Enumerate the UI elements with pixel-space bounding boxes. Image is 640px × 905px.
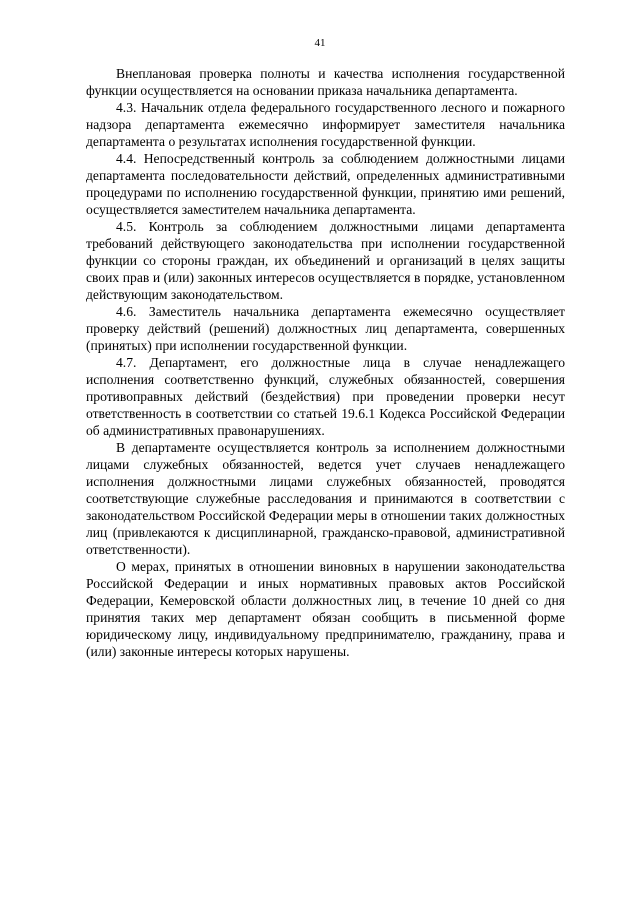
paragraph-4-3: 4.3. Начальник отдела федерального государственного лесного и пожарного надзора департамента ежемесячно информирует заместителя начальника департамента о результатах исполнения государственной функции.	[86, 100, 565, 149]
paragraph-unscheduled-check: Внеплановая проверка полноты и качества исполнения государственной функции осуществляется на основании приказа начальника департамента.	[86, 66, 565, 98]
paragraph-4-4: 4.4. Непосредственный контроль за соблюдением должностными лицами департамента последовательности действий, определенных административными процедурами по исполнению государственной функции, принятию ими решений, осуществляется заместителем начальника департамента.	[86, 151, 565, 217]
paragraph-measures-notice: О мерах, принятых в отношении виновных в нарушении законодательства Российской Федерации и иных нормативных правовых актов Российской Федерации, Кемеровской области должностных лиц, в течение 10 дней со дня принятия таких мер департамент обязан сообщить в письменной форме юридическому лицу, индивидуальному предпринимателю, гражданину, права и (или) законные интересы которых нарушены.	[86, 559, 565, 659]
document-body	[86, 65, 565, 660]
paragraph-4-5: 4.5. Контроль за соблюдением должностными лицами департамента требований действующего законодательства при исполнении государственной функции со стороны граждан, их объединений и организаций в целях защиты своих прав и (или) законных интересов осуществляется в порядке, установленном действующим законодательством.	[86, 219, 565, 302]
paragraph-4-6: 4.6. Заместитель начальника департамента ежемесячно осуществляет проверку действий (решений) должностных лиц департамента, совершенных (принятых) при исполнении государственной функции.	[86, 304, 565, 353]
paragraph-4-7: 4.7. Департамент, его должностные лица в случае ненадлежащего исполнения соответственно функций, служебных обязанностей, совершения противоправных действий (бездействия) при проведении проверки несут ответственность в соответствии со статьей 19.6.1 Кодекса Российской Федерации об административных правонарушениях.	[86, 355, 565, 438]
paragraph-control-duties: В департаменте осуществляется контроль за исполнением должностными лицами служебных обязанностей, ведется учет случаев ненадлежащего исполнения должностными лицами служебных обязанностей, проводятся соответствующие служебные расследования и принимаются в соответствии с законодательством Российской Федерации меры в отношении таких должностных лиц (привлекаются к дисциплинарной, гражданско-правовой, административной ответственности).	[86, 440, 565, 557]
page-number: 41	[314, 37, 326, 49]
